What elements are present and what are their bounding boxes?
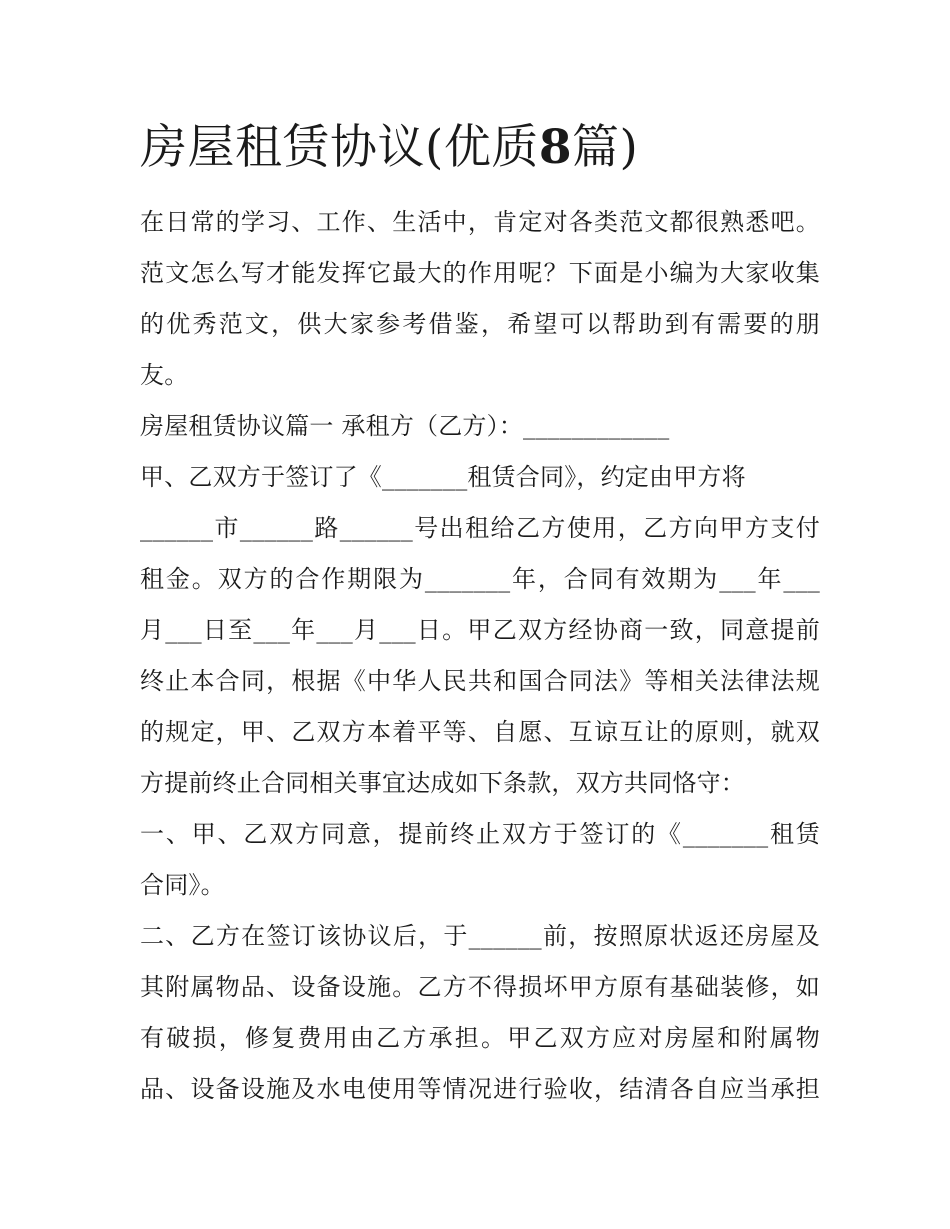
text-line: 租金。双方的合作期限为_______年，合同有效期为___年___ <box>140 565 820 593</box>
text-line: 的优秀范文，供大家参考借鉴，希望可以帮助到有需要的朋 <box>140 310 820 338</box>
title-suffix: 篇) <box>572 120 639 175</box>
text-line: ______市______路______号出租给乙方使用，乙方向甲方支付 <box>140 514 820 542</box>
text-line: 在日常的学习、工作、生活中，肯定对各类范文都很熟悉吧。 <box>140 208 820 236</box>
title-number: 8 <box>538 120 573 175</box>
text-line: 终止本合同，根据《中华人民共和国合同法》等相关法律法规 <box>140 667 820 695</box>
text-line: 一、甲、乙双方同意，提前终止双方于签订的《_______租赁 <box>140 820 820 848</box>
text-line: 方提前终止合同相关事宜达成如下条款，双方共同恪守： <box>140 769 745 797</box>
document-body <box>140 197 820 1115</box>
text-line: 其附属物品、设备设施。乙方不得损坏甲方原有基础装修，如 <box>140 973 820 1001</box>
text-line: 二、乙方在签订该协议后，于______前，按照原状返还房屋及 <box>140 922 820 950</box>
text-line: 甲、乙双方于签订了《_______租赁合同》，约定由甲方将 <box>140 463 746 491</box>
title-prefix: 房屋租赁协议(优质 <box>140 120 539 175</box>
text-line: 有破损，修复费用由乙方承担。甲乙双方应对房屋和附属物 <box>140 1024 820 1052</box>
text-line: 合同》。 <box>140 871 225 899</box>
text-line: 房屋租赁协议篇一 承租方（乙方）：____________ <box>140 412 670 440</box>
text-line: 月___日至___年___月___日。甲乙双方经协商一致，同意提前 <box>140 616 820 644</box>
text-line: 品、设备设施及水电使用等情况进行验收，结清各自应当承担 <box>140 1075 820 1103</box>
document-title <box>140 116 638 180</box>
text-line: 范文怎么写才能发挥它最大的作用呢？下面是小编为大家收集 <box>140 259 820 287</box>
text-line: 友。 <box>140 361 189 389</box>
text-line: 的规定，甲、乙双方本着平等、自愿、互谅互让的原则，就双 <box>140 718 820 746</box>
